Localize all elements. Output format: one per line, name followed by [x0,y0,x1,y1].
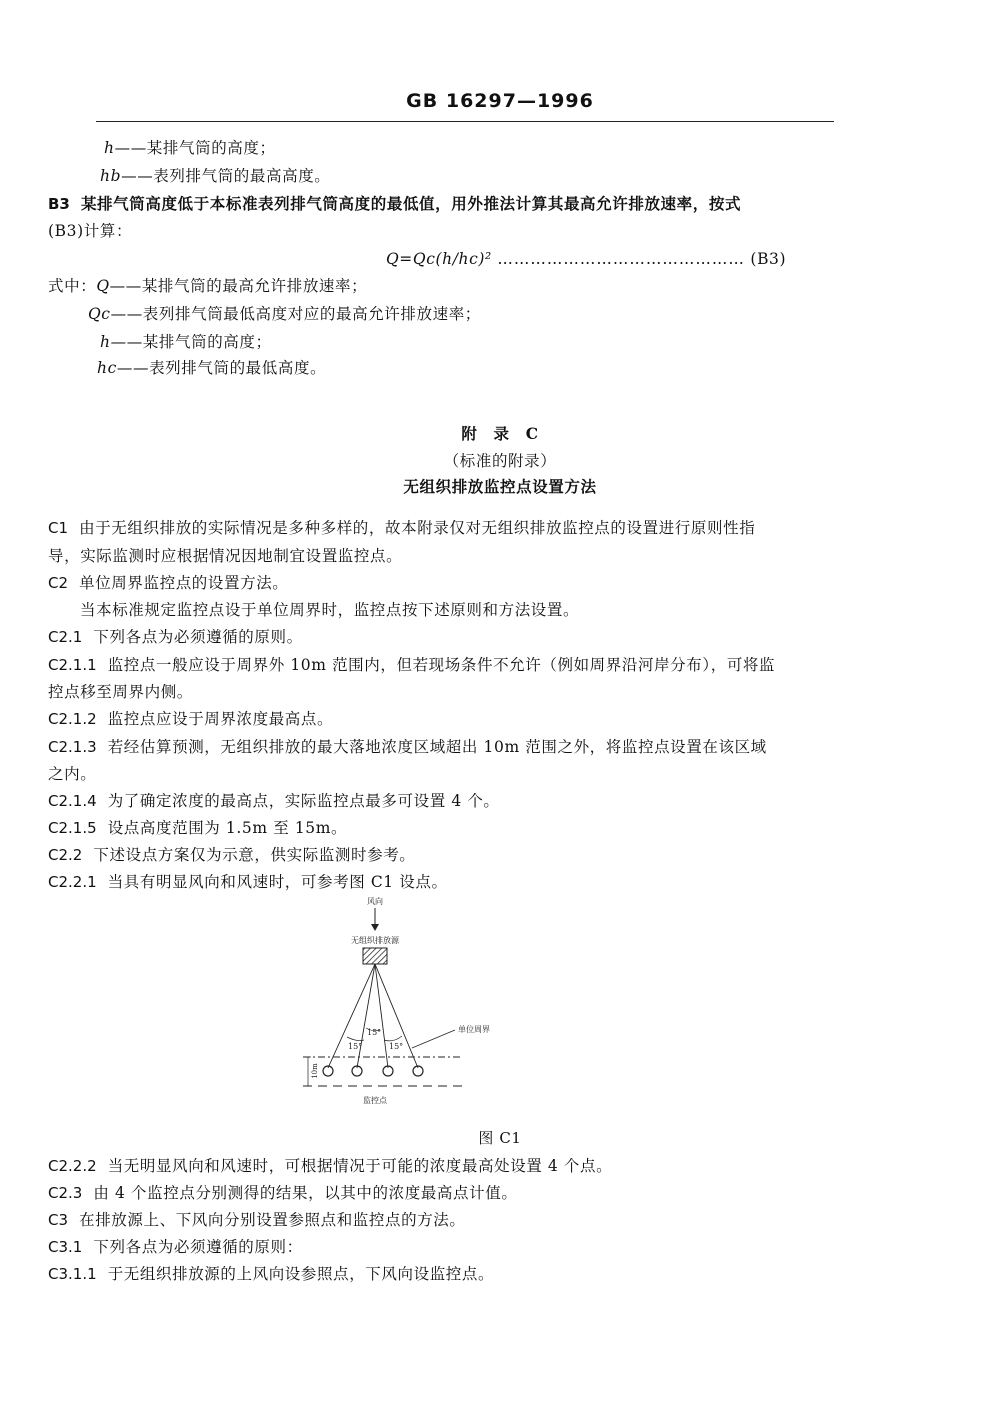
angle-label-left: 15° [348,1042,363,1051]
appendix-title: 附 录 C [461,424,539,443]
clause-c3: C3 在排放源上、下风向分别设置参照点和监控点的方法。 [48,1211,466,1229]
header-rule [96,121,834,122]
appendix-heading: 无组织排放监控点设置方法 [403,477,597,496]
figure-c1 [300,888,490,1108]
ray-2 [357,964,375,1068]
clause-c2-1-3-cont: 之内。 [48,765,97,783]
clause-c2-1-3: C2.1.3 若经估算预测，无组织排放的最大落地浓度区域超出 10m 范围之外，将监控点设置在该区域 [48,738,767,756]
clause-b3: B3 某排气筒高度低于本标准表列排气筒高度的最低值，用外推法计算其最高允许排放速率，按式 [48,194,742,213]
clause-c2-1-1: C2.1.1 监控点一般应设于周界外 10m 范围内，但若现场条件不允许（例如周界沿河岸分布），可将监 [48,656,776,674]
source-label: 无组织排放源 [351,936,399,945]
emission-source [363,948,387,964]
boundary-leader [412,1030,455,1048]
wind-label: 风向 [367,897,383,906]
clause-c2: C2 单位周界监控点的设置方法。 [48,574,289,592]
angle-label-mid: 15° [367,1028,382,1037]
ray-1 [328,964,375,1068]
def-hb: hb——表列排气筒的最高高度。 [100,167,331,185]
distance-label: 10m [311,1063,319,1079]
clause-c2-1-1-cont: 控点移至周界内侧。 [48,683,193,701]
where-qc: Qc——表列排气筒最低高度对应的最高允许排放速率； [88,305,481,323]
wind-arrowhead [371,924,379,931]
where-h: h——某排气筒的高度； [100,333,272,351]
points-label: 监控点 [363,1096,387,1105]
clause-c3-1: C3.1 下列各点为必须遵循的原则： [48,1238,303,1256]
clause-c2-1: C2.1 下列各点为必须遵循的原则。 [48,628,303,646]
clause-c2-2: C2.2 下述设点方案仅为示意，供实际监测时参考。 [48,846,416,864]
clause-c2-3: C2.3 由 4 个监控点分别测得的结果，以其中的浓度最高点计值。 [48,1184,518,1202]
angle-label-right: 15° [389,1042,404,1051]
page-header: GB 16297—1996 [406,90,594,112]
clause-c3-1-1: C3.1.1 于无组织排放源的上风向设参照点，下风向设监控点。 [48,1265,495,1283]
clause-c1: C1 由于无组织排放的实际情况是多种多样的，故本附录仅对无组织排放监控点的设置进行原则性指 [48,519,756,537]
boundary-label: 单位周界 [458,1025,490,1034]
appendix-subtitle: （标准的附录） [443,452,557,470]
clause-c2-1-2: C2.1.2 监控点应设于周界浓度最高点。 [48,710,334,728]
angle-arc-right [384,1036,402,1041]
clause-c1-cont: 导，实际监测时应根据情况因地制宜设置监控点。 [48,547,403,565]
where-q: 式中：Q——某排气筒的最高允许排放速率； [48,277,368,295]
clause-b3-cont: (B3)计算： [48,222,133,240]
clause-c2-2-2: C2.2.2 当无明显风向和风速时，可根据情况于可能的浓度最高处设置 4 个点。 [48,1157,613,1175]
clause-c2-1-5: C2.1.5 设点高度范围为 1.5m 至 15m。 [48,819,348,837]
where-hc: hc——表列排气筒的最低高度。 [97,359,327,377]
formula-b3: Q=Qc(h/hc)² ……………………………………… (B3) [386,250,787,268]
clause-c2-sub: 当本标准规定监控点设于单位周界时，监控点按下述原则和方法设置。 [80,601,580,619]
figure-caption: 图 C1 [478,1129,522,1147]
def-h: h——某排气筒的高度； [104,139,276,157]
clause-c2-1-4: C2.1.4 为了确定浓度的最高点，实际监控点最多可设置 4 个。 [48,792,500,810]
clause-c2-2-1: C2.2.1 当具有明显风向和风速时，可参考图 C1 设点。 [48,873,448,891]
